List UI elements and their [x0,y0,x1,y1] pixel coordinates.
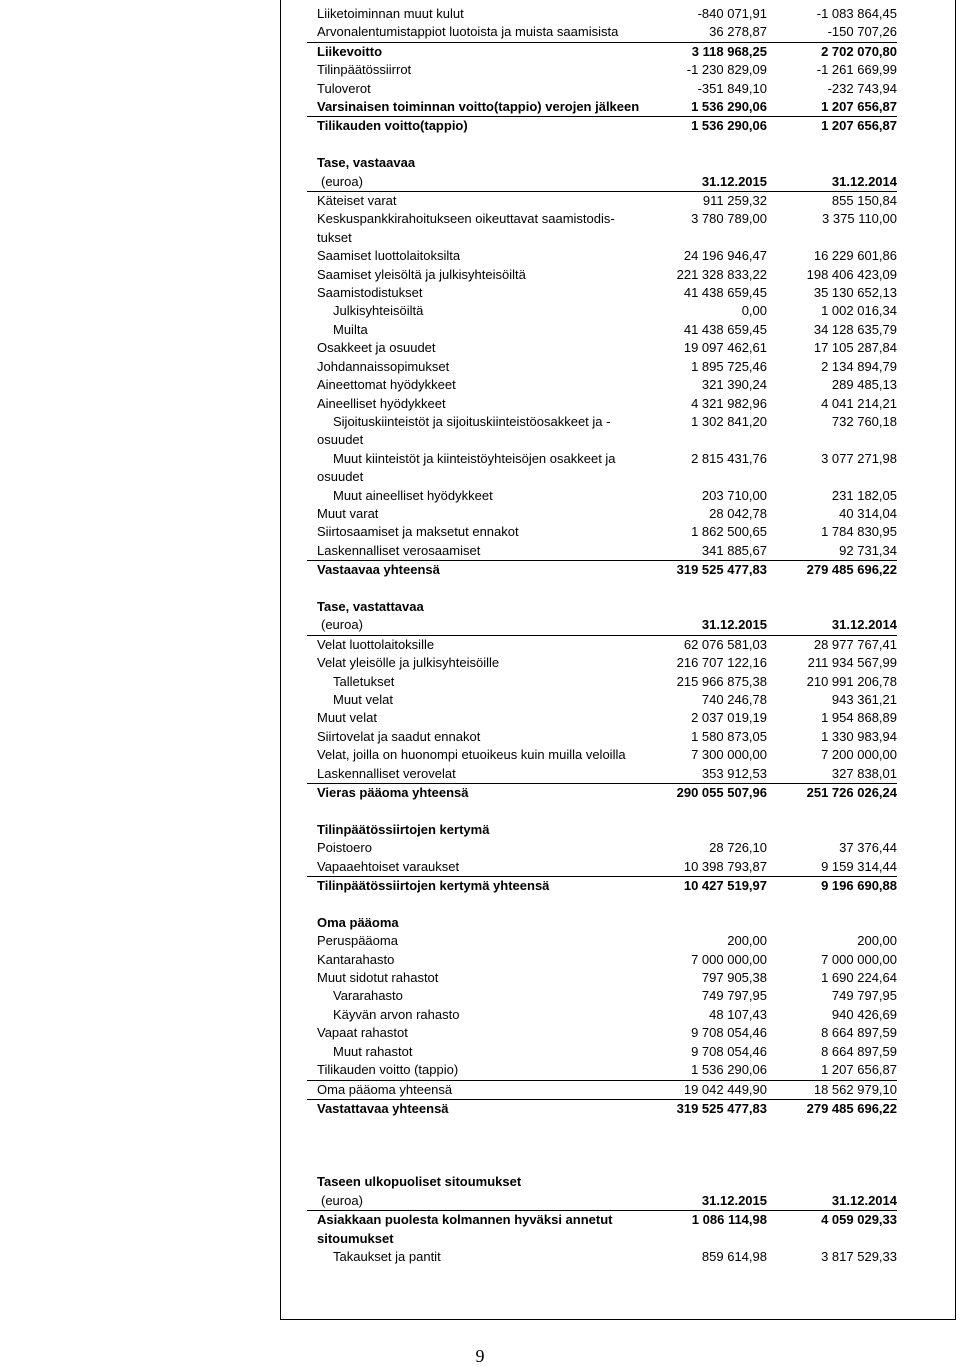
appropriations-row [307,858,897,877]
assets-total-2014: 279 485 696,22 [806,562,897,578]
assets-label: Muilta [333,321,368,337]
assets-row [307,542,897,561]
liabilities-row [307,654,897,672]
equity-label: Vapaat rahastot [317,1025,408,1041]
equity-total-2015: 319 525 477,83 [676,1100,767,1116]
liabilities-total-row [307,784,897,802]
appropriations-value-2015: 10 398 793,87 [683,858,767,874]
assets-value-2014: 732 760,18 [831,413,897,429]
assets-row [307,266,897,284]
liabilities-title: Tase, vastattavaa [317,598,424,614]
liabilities-value-2014: 943 361,21 [831,692,897,707]
equity-value-2014: 18 562 979,10 [813,1081,897,1097]
assets-row [307,376,897,394]
assets-label: Laskennalliset verosaamiset [317,542,481,558]
page-number: 9 [475,1346,485,1366]
income-row [307,98,897,117]
liabilities-row [307,709,897,727]
equity-label: Muut rahastot [333,1043,413,1059]
income-value-2014: -232 743,94 [827,80,897,96]
equity-label: Muut sidotut rahastot [317,970,439,986]
income-label: Tuloverot [317,80,371,96]
assets-row [307,358,897,376]
income-value-2015: -840 071,91 [697,6,767,21]
assets-column-header [307,173,897,191]
equity-value-2014: 8 664 897,59 [821,1025,897,1041]
liabilities-label: Muut velat [333,692,393,707]
assets-value-2015: 3 780 789,00 [691,211,767,227]
assets-unit: (euroa) [321,173,363,189]
assets-value-2014: 198 406 423,09 [806,266,897,282]
equity-label: Tilikauden voitto (tappio) [317,1062,459,1078]
assets-label: Käteiset varat [317,193,397,209]
equity-value-2014: 200,00 [857,933,897,949]
income-row [307,43,897,61]
income-label: Liiketoiminnan muut kulut [317,6,464,21]
liabilities-value-2015: 740 246,78 [701,692,767,707]
income-label: Tilikauden voitto(tappio) [317,118,468,134]
equity-value-2014: 8 664 897,59 [821,1043,897,1059]
liabilities-unit: (euroa) [321,617,363,633]
liabilities-column-header [307,616,897,634]
assets-value-2015: 1 862 500,65 [691,524,767,540]
assets-value-2015: 911 259,32 [702,193,767,209]
equity-total-row [307,1100,897,1118]
income-value-2015: 1 536 290,06 [691,118,767,134]
equity-row [307,1006,897,1024]
liabilities-rows [307,635,897,784]
assets-row [307,523,897,541]
assets-value-2014: 16 229 601,86 [813,248,897,264]
liabilities-row [307,673,897,691]
commitments-col-2015: 31.12.2015 [701,1192,767,1208]
equity-row [307,1024,897,1042]
appropriations-label: Poistoero [317,840,372,856]
assets-value-2015: 41 438 659,45 [683,285,767,301]
equity-value-2015: 797 905,38 [701,970,767,986]
equity-row [307,932,897,950]
equity-label: Kantarahasto [317,951,395,967]
income-label: Arvonalentumistappiot luotoista ja muista saamisista [317,24,619,40]
equity-label: Käyvän arvon rahasto [333,1006,460,1022]
assets-row [307,450,897,487]
equity-value-2015: 9 708 054,46 [691,1043,767,1059]
assets-value-2015: 41 438 659,45 [683,321,767,337]
liabilities-label: Muut velat [317,710,377,726]
equity-value-2014: 1 207 656,87 [821,1062,897,1078]
assets-rows [307,191,897,561]
equity-row [307,1043,897,1061]
liabilities-row [307,765,897,784]
appropriations-label: Vapaaehtoiset varaukset [317,858,460,874]
assets-total-2015: 319 525 477,83 [676,562,767,578]
liabilities-row [307,728,897,746]
appropriations-total-2014: 9 196 690,88 [821,878,897,894]
equity-title: Oma pääoma [317,914,399,930]
commitments-title: Taseen ulkopuoliset sitoumukset [317,1174,522,1190]
income-row [307,61,897,79]
equity-value-2015: 48 107,43 [709,1006,767,1022]
liabilities-label: Talletukset [333,673,395,689]
assets-label: Sijoituskiinteistöt ja sijoituskiinteistöosakkeet ja -osuudet [317,413,611,448]
liabilities-value-2014: 1 330 983,94 [821,728,897,744]
appropriations-total-label: Tilinpäätössiirtojen kertymä yhteensä [317,878,550,894]
income-value-2015: 36 278,87 [709,24,767,40]
assets-value-2015: 24 196 946,47 [683,248,767,264]
appropriations-value-2014: 9 159 314,44 [821,858,897,874]
assets-label: Johdannaissopimukset [317,358,450,374]
assets-value-2014: 3 375 110,00 [822,211,897,227]
liabilities-section [307,598,897,802]
equity-value-2014: 940 426,69 [831,1006,897,1022]
liabilities-label: Velat luottolaitoksille [317,636,435,652]
assets-row [307,284,897,302]
assets-title: Tase, vastaavaa [317,155,416,171]
income-value-2014: 2 702 070,80 [821,43,897,59]
equity-row [307,969,897,987]
assets-row [307,247,897,265]
liabilities-row [307,746,897,764]
liabilities-label: Siirtovelat ja saadut ennakot [317,728,481,744]
commitments-row [307,1211,897,1248]
equity-label: Vararahasto [333,988,403,1004]
liabilities-value-2014: 211 934 567,99 [807,655,897,671]
income-label: Tilinpäätössiirrot [317,62,412,78]
income-label: Liikevoitto [317,43,383,59]
assets-label: Muut varat [317,505,379,521]
assets-value-2015: 0,00 [741,303,767,319]
assets-label: Osakkeet ja osuudet [317,340,436,356]
commitments-label: Takaukset ja pantit [333,1249,441,1265]
assets-value-2014: 4 041 214,21 [821,395,897,411]
assets-col-2014: 31.12.2014 [831,173,897,189]
assets-label: Muut kiinteistöt ja kiinteistöyhteisöjen osakkeet ja osuudet [317,450,616,485]
assets-value-2015: 203 710,00 [701,487,767,503]
assets-value-2015: 321 390,24 [701,377,767,393]
equity-section [307,914,897,1118]
liabilities-value-2014: 327 838,01 [831,765,897,781]
income-row [307,117,897,135]
assets-value-2014: 1 784 830,95 [821,524,897,540]
assets-row [307,339,897,357]
assets-total-row [307,561,897,579]
liabilities-value-2015: 2 037 019,19 [691,710,767,726]
equity-label: Oma pääoma yhteensä [317,1081,453,1097]
income-value-2015: 1 536 290,06 [691,99,767,115]
assets-label: Saamiset yleisöltä ja julkisyhteisöiltä [317,266,526,282]
liabilities-col-2015: 31.12.2015 [701,617,767,633]
assets-value-2015: 19 097 462,61 [683,340,767,356]
assets-label: Aineettomat hyödykkeet [317,377,456,393]
assets-value-2014: 855 150,84 [831,193,897,209]
appropriations-total-row [307,877,897,895]
commitments-label: Asiakkaan puolesta kolmannen hyväksi annetut sitoumukset [317,1212,613,1246]
equity-rows [307,932,897,1100]
assets-total-label: Vastaavaa yhteensä [317,562,440,578]
income-value-2015: -351 849,10 [697,80,767,96]
equity-total-2014: 279 485 696,22 [806,1100,897,1116]
assets-row [307,302,897,320]
appropriations-row [307,839,897,857]
appropriations-value-2015: 28 726,10 [709,840,767,856]
liabilities-label: Velat yleisölle ja julkisyhteisöille [317,655,500,671]
assets-value-2014: 231 182,05 [831,487,897,503]
assets-label: Saamistodistukset [317,285,423,301]
income-statement-tail [307,5,897,136]
liabilities-value-2015: 1 580 873,05 [691,728,767,744]
liabilities-value-2015: 216 707 122,16 [676,655,767,671]
liabilities-value-2014: 210 991 206,78 [806,673,897,689]
liabilities-value-2015: 353 912,53 [701,765,767,781]
equity-value-2014: 1 690 224,64 [821,970,897,986]
assets-row [307,395,897,413]
appropriations-value-2014: 37 376,44 [839,840,897,856]
assets-value-2014: 3 077 271,98 [821,450,897,466]
income-value-2014: -1 083 864,45 [816,6,897,21]
assets-col-2015: 31.12.2015 [701,173,767,189]
assets-value-2014: 2 134 894,79 [821,358,897,374]
equity-row [307,1081,897,1100]
financial-statement [307,5,897,1267]
income-value-2014: 1 207 656,87 [821,99,897,115]
equity-value-2014: 7 000 000,00 [821,951,897,967]
assets-row [307,487,897,505]
income-value-2014: -150 707,26 [827,24,897,40]
commitments-unit: (euroa) [321,1192,363,1208]
equity-value-2015: 1 536 290,06 [691,1062,767,1078]
assets-row [307,192,897,210]
liabilities-value-2014: 28 977 767,41 [813,636,897,652]
assets-value-2014: 289 485,13 [831,377,897,393]
income-label: Varsinaisen toiminnan voitto(tappio) verojen jälkeen [317,99,640,115]
liabilities-total-label: Vieras pääoma yhteensä [317,785,469,801]
assets-row [307,505,897,523]
assets-value-2015: 4 321 982,96 [691,395,767,411]
liabilities-row [307,636,897,654]
commitments-rows [307,1210,897,1266]
liabilities-total-2014: 251 726 026,24 [806,785,897,801]
assets-row [307,321,897,339]
liabilities-value-2014: 1 954 868,89 [821,710,897,726]
appropriations-rows [307,839,897,877]
liabilities-label: Laskennalliset verovelat [317,765,456,781]
appropriations-total-2015: 10 427 519,97 [683,878,767,894]
equity-value-2015: 7 000 000,00 [691,951,767,967]
income-value-2014: -1 261 669,99 [816,62,897,78]
liabilities-value-2015: 62 076 581,03 [683,636,767,652]
liabilities-value-2014: 7 200 000,00 [821,747,897,763]
assets-row [307,210,897,247]
commitments-value-2015: 1 086 114,98 [691,1212,767,1228]
equity-label: Peruspääoma [317,933,398,949]
liabilities-label: Velat, joilla on huonompi etuoikeus kuin muilla veloilla [317,747,626,763]
assets-row [307,413,897,450]
liabilities-row [307,691,897,709]
equity-value-2015: 9 708 054,46 [691,1025,767,1041]
assets-value-2015: 28 042,78 [709,505,767,521]
commitments-column-header [307,1192,897,1210]
income-row [307,23,897,42]
liabilities-value-2015: 215 966 875,38 [676,673,767,689]
assets-value-2014: 34 128 635,79 [813,321,897,337]
assets-section [307,154,897,579]
appropriations-section [307,821,897,896]
income-row [307,80,897,98]
income-value-2015: 3 118 968,25 [691,43,767,59]
equity-row [307,987,897,1005]
assets-label: Muut aineelliset hyödykkeet [333,487,493,503]
assets-label: Saamiset luottolaitoksilta [317,248,461,264]
assets-label: Aineelliset hyödykkeet [317,395,446,411]
assets-value-2015: 1 302 841,20 [691,413,767,429]
equity-total-label: Vastattavaa yhteensä [317,1100,449,1116]
assets-value-2014: 92 731,34 [839,542,897,558]
appropriations-title: Tilinpäätössiirtojen kertymä [317,821,490,837]
assets-value-2014: 40 314,04 [839,505,897,521]
assets-value-2014: 1 002 016,34 [821,303,897,319]
commitments-row [307,1248,897,1266]
commitments-value-2015: 859 614,98 [701,1249,767,1265]
equity-value-2015: 19 042 449,90 [683,1081,767,1097]
assets-label: Siirtosaamiset ja maksetut ennakot [317,524,519,540]
assets-value-2014: 35 130 652,13 [813,285,897,301]
commitments-value-2014: 4 059 029,33 [821,1212,897,1228]
equity-row [307,1061,897,1080]
liabilities-value-2015: 7 300 000,00 [691,747,767,763]
assets-value-2015: 341 885,67 [701,542,767,558]
equity-row [307,951,897,969]
assets-value-2015: 2 815 431,76 [691,450,767,466]
equity-value-2015: 200,00 [727,933,767,949]
income-value-2015: -1 230 829,09 [686,62,767,78]
commitments-value-2014: 3 817 529,33 [821,1249,897,1265]
assets-value-2015: 1 895 725,46 [691,358,767,374]
assets-label: Julkisyhteisöiltä [333,303,424,319]
liabilities-total-2015: 290 055 507,96 [676,785,767,801]
assets-value-2015: 221 328 833,22 [676,266,767,282]
income-row [307,5,897,23]
assets-label: Keskuspankkirahoitukseen oikeuttavat saamistodis-tukset [317,211,615,245]
assets-value-2014: 17 105 287,84 [813,340,897,356]
income-value-2014: 1 207 656,87 [821,118,897,134]
liabilities-col-2014: 31.12.2014 [831,617,897,633]
equity-value-2015: 749 797,95 [701,988,767,1004]
commitments-col-2014: 31.12.2014 [831,1192,897,1208]
equity-value-2014: 749 797,95 [831,988,897,1004]
commitments-section [307,1173,897,1266]
